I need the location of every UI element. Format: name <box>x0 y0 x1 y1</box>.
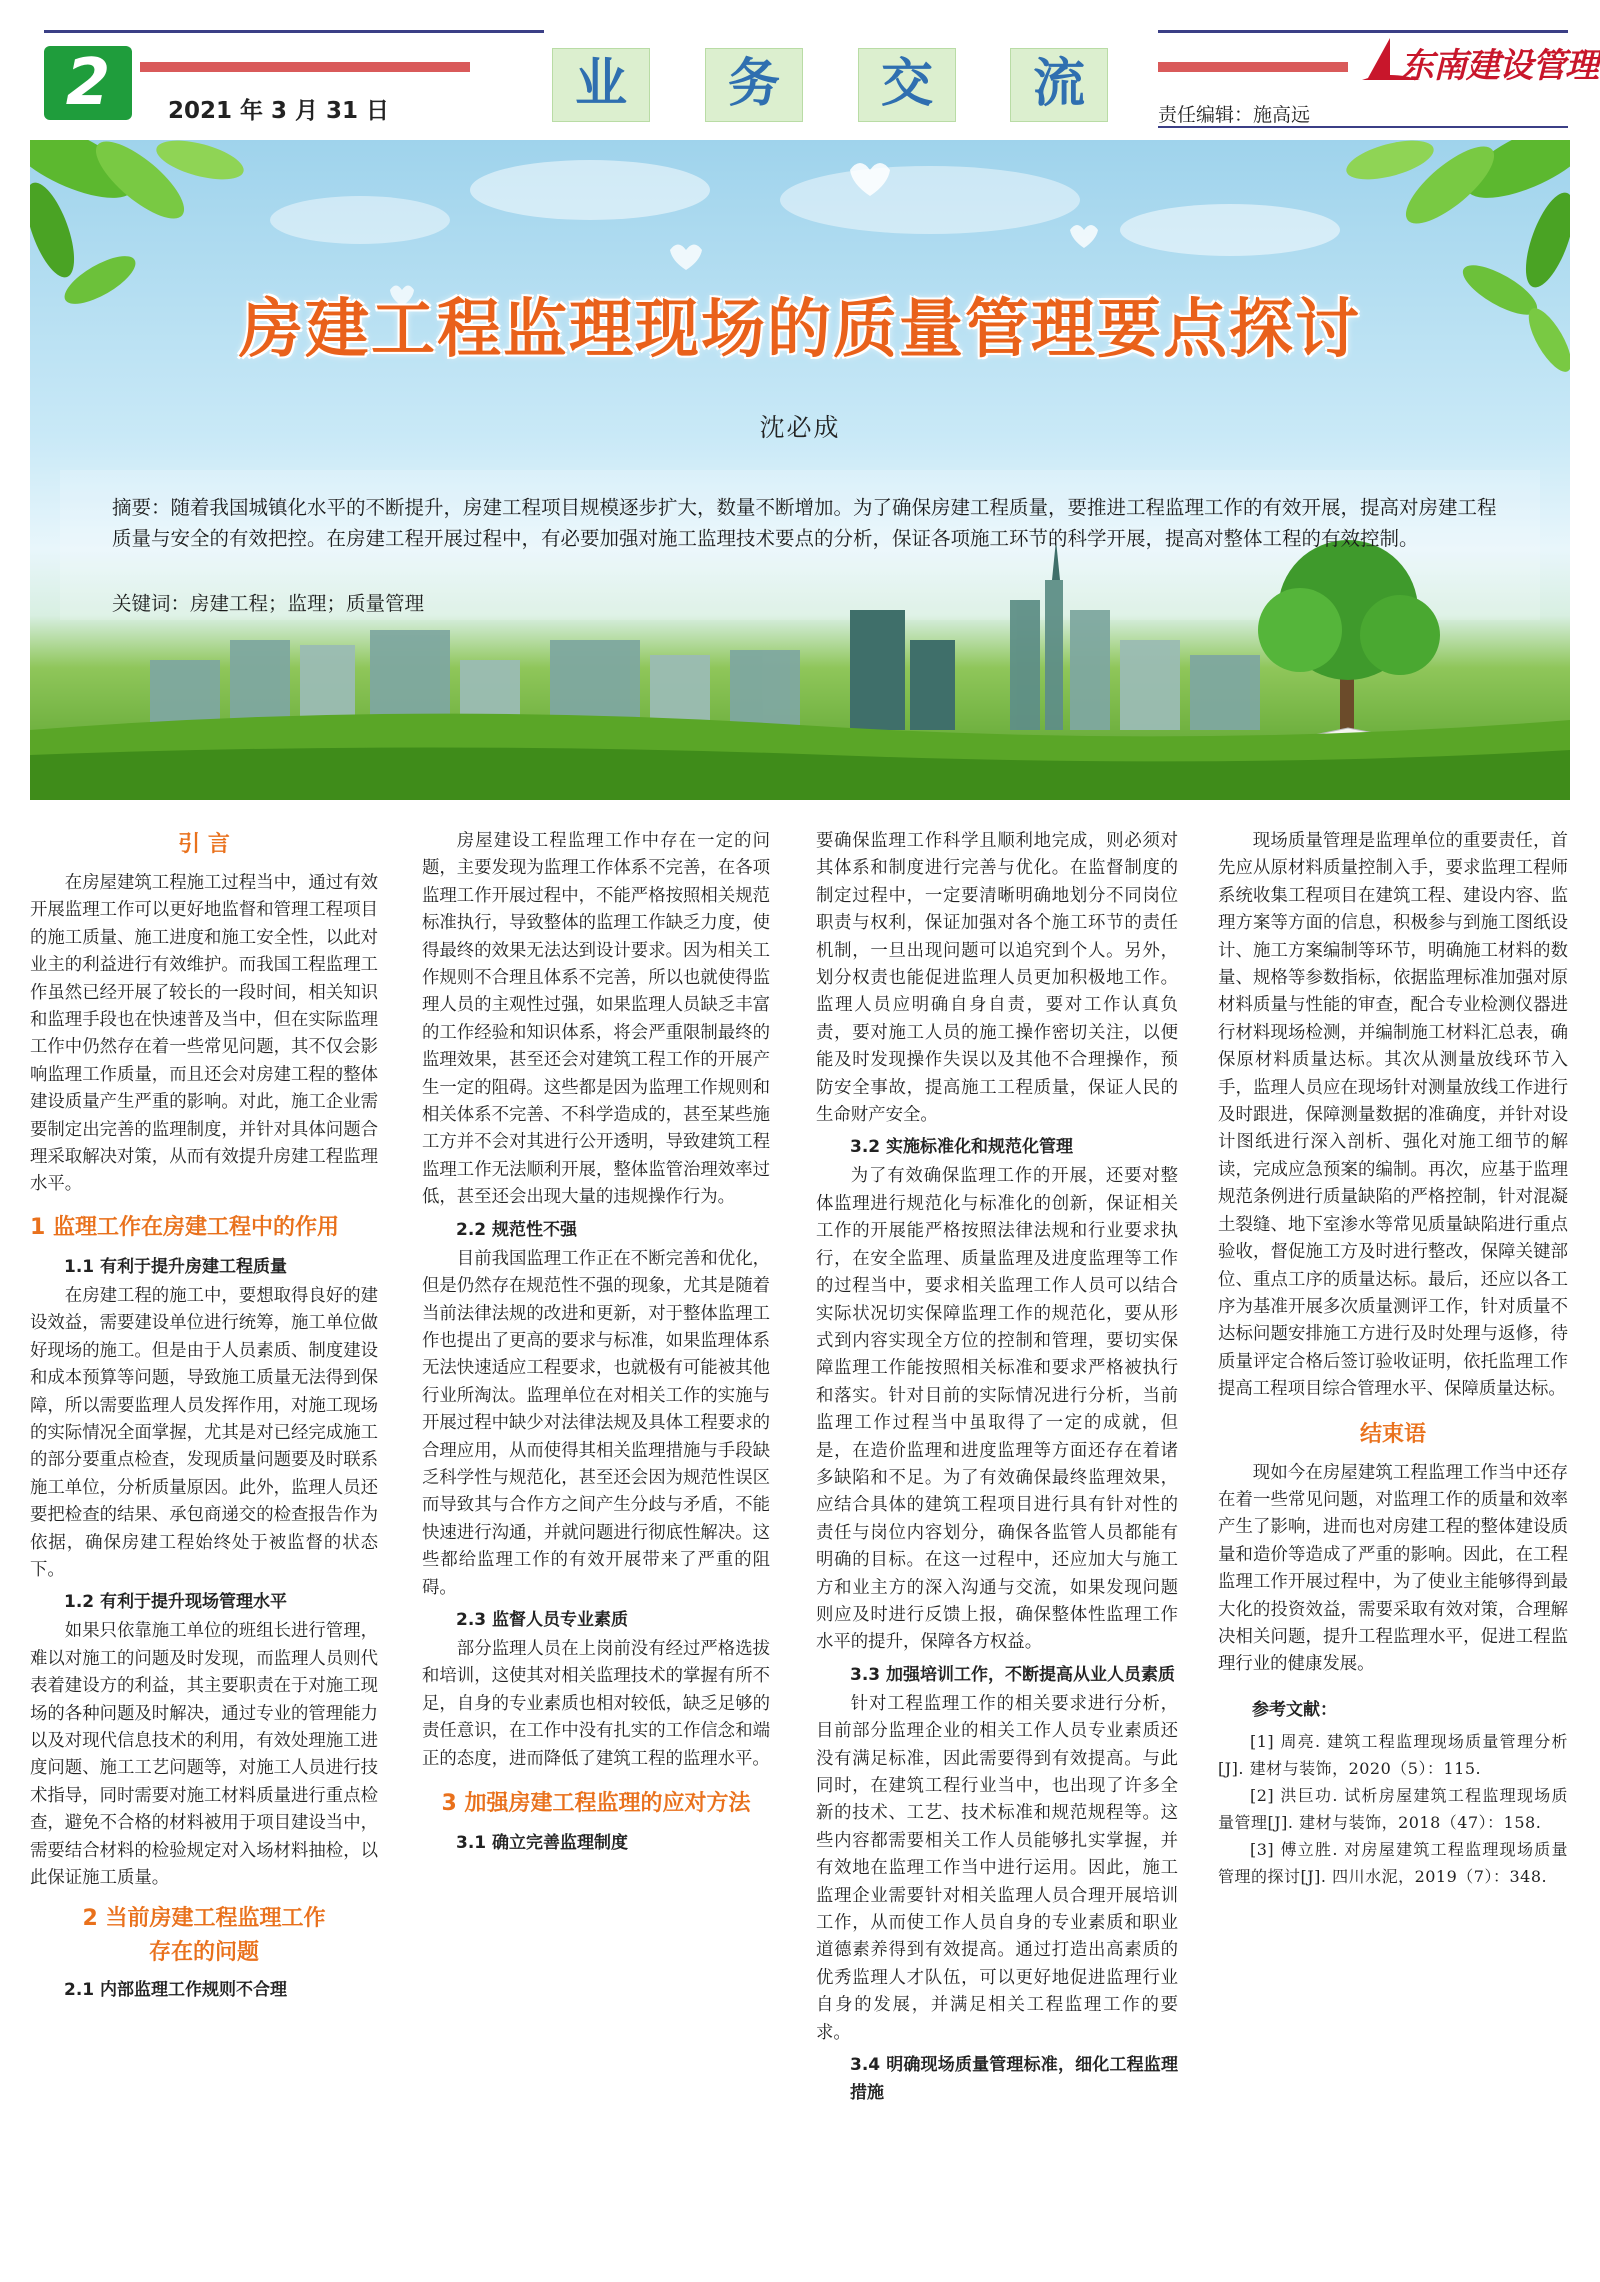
section-1-2-heading: 1.2 有利于提升现场管理水平 <box>64 1592 288 1613</box>
newspaper-logo-text: 东南建设管理 <box>1400 46 1598 86</box>
section-2-3-paragraph: 部分监理人员在上岗前没有经过严格选拔和培训，这使其对相关监理技术的掌握有所不足，自身的专业素质也相对较低，缺乏足够的责任意识，在工作中没有扎实的工作信念和端正的态度，进而降低了建筑工程的监理水平。 <box>422 1638 770 1769</box>
section-1-2-paragraph: 如果只依靠施工单位的班组长进行管理，难以对施工的问题及时发现，而监理人员则代表着建设方的利益，其主要职责在于对施工现场的各种问题及时解决，通过专业的管理能力以及对现代信息技术的利用，有效处理施工进度问题、施工工艺问题等，对施工人员进行技术指导，同时需要对施工材料质量进行重点检查，避免不合格的材料被用于项目建设当中，需要结合材料的检验规定对入场材料抽检，以此保证施工质量。 <box>30 1621 378 1888</box>
page-number-badge: 2 <box>44 46 132 120</box>
intro-paragraph: 在房屋建筑工程施工过程当中，通过有效开展监理工作可以更好地监督和管理工程项目的施工质量、施工进度和施工安全性，以此对业主的利益进行有效维护。而我国工程监理工作虽然已经开展了较长的一段时间，相关知识和监理手段也在快速普及当中，但在实际监理工作中仍然存在着一些常见问题，其不仅会影响监理工作质量，而且还会对房建工程的整体建设质量产生严重的影响。对此，施工企业需要制定出完善的监理制度，并针对具体问题合理采取解决对策，从而有效提升房建工程监理水平。 <box>30 873 378 1195</box>
section-title-char-1: 业 <box>552 48 650 122</box>
section-3-1-heading: 3.1 确立完善监理制度 <box>456 1833 629 1853</box>
section-3-2-paragraph: 为了有效确保监理工作的开展，还要对整体监理进行规范化与标准化的创新，保证相关工作的开展能严格按照法律法规和行业要求执行，在安全监理、质量监理及进度监理等工作的过程当中，要求相关监理工作人员可以结合实际状况切实保障监理工作的规范化，要从形式到内容实现全方位的控制和管理，要切实保障监理工作能按照相关标准和要求严格被执行和落实。针对目前的实际情况进行分析，当前监理工作过程当中虽取得了一定的成就，但是，在造价监理和进度监理等方面还存在着诸多缺陷和不足。为了有效确保最终监理效果，应结合具体的建筑工程项目进行具有针对性的责任与岗位内容划分，确保各监管人员都能有明确的目标。在这一过程中，还应加大与施工方和业主方的深入沟通与交流，如果发现问题则应及时进行反馈上报，确保整体性监理工作水平的提升，保障各方权益。 <box>816 1166 1178 1653</box>
article-title: 房建工程监理现场的质量管理要点探讨 <box>239 293 1361 367</box>
section-title-char-3: 交 <box>858 48 956 122</box>
conclusion-heading: 结束语 <box>1359 1421 1426 1447</box>
conclusion-paragraph: 现如今在房屋建筑工程监理工作当中还存在着一些常见问题，对监理工作的质量和效率产生了影响，进而也对房建工程的整体建设质量和造价等造成了严重的影响。因此，在工程监理工作开展过程中，为了使业主能够得到最大化的投资效益，需要采取有效对策，合理解决相关问题，提升工程监理水平，促进工程监理行业的健康发展。 <box>1218 1462 1568 1675</box>
section-2-2-heading: 2.2 规范性不强 <box>456 1219 578 1240</box>
section-title-char-4: 流 <box>1010 48 1108 122</box>
reference-item: [3] 傅立胜. 对房屋建筑工程监理现场质量管理的探讨[J]. 四川水泥，2019（7）：348. <box>1218 1840 1568 1887</box>
section-3-4-heading: 3.4 明确现场质量管理标准，细化工程监理措施 <box>850 2055 1178 2104</box>
header-red-bar-right <box>1158 62 1348 72</box>
reference-item: [2] 洪巨功. 试析房屋建筑工程监理现场质量管理[J]. 建材与装饰，2018（47）：158. <box>1218 1786 1568 1833</box>
article-abstract: 摘要：随着我国城镇化水平的不断提升，房建工程项目规模逐步扩大，数量不断增加。为了确保房建工程质量，要推进工程监理工作的有效开展，提高对房建工程质量与安全的有效把控。在房建工程开展过程中，有必要加强对施工监理技术要点的分析，保证各项施工环节的科学开展，提高对整体工程的有效控制。 <box>112 496 1497 550</box>
section-2-heading-line-2: 存在的问题 <box>148 1940 259 1966</box>
section-2-1-heading: 2.1 内部监理工作规则不合理 <box>64 1980 288 2001</box>
section-title-char-2: 务 <box>705 48 803 122</box>
section-3-2-heading: 3.2 实施标准化和规范化管理 <box>850 1137 1074 1158</box>
publication-date: 2021 年 3 月 31 日 <box>168 98 390 124</box>
section-2-3-heading: 2.3 监督人员专业素质 <box>456 1609 629 1630</box>
header-rule-right <box>1158 30 1568 33</box>
body-column-3 <box>816 828 1178 2109</box>
body-column-2 <box>422 828 770 1859</box>
section-2-1-paragraph: 房屋建设工程监理工作中存在一定的问题，主要发现为监理工作体系不完善，在各项监理工作开展过程中，不能严格按照相关规范标准执行，导致整体的监理工作缺乏力度，使得最终的效果无法达到设计要求。因为相关工作规则不合理且体系不完善，所以也就使得监理人员的主观性过强，如果监理人员缺乏丰富的工作经验和知识体系，将会严重限制最终的监理效果，甚至还会对建筑工程工作的开展产生一定的阻碍。这些都是因为监理工作规则和相关体系不完善、不科学造成的，甚至某些施工方并不会对其进行公开透明，导致建筑工程监理工作无法顺利开展，整体监管治理效率过低，甚至还会出现大量的违规操作行为。 <box>422 831 770 1208</box>
section-3-3-heading: 3.3 加强培训工作，不断提高从业人员素质 <box>850 1664 1176 1685</box>
responsible-editor: 责任编辑：施高远 <box>1158 104 1311 126</box>
section-2-heading-line-1: 2 当前房建工程监理工作 <box>82 1906 326 1932</box>
page-header <box>0 0 1600 135</box>
header-rule-left <box>44 30 544 33</box>
banner-illustration <box>30 140 1570 800</box>
body-column-1 <box>30 828 378 2006</box>
article-banner <box>30 140 1570 800</box>
section-3-1-paragraph: 要确保监理工作科学且顺利地完成，则必须对其体系和制度进行完善与优化。在监督制度的制定过程中，一定要清晰明确地划分不同岗位职责与权利，保证加强对各个施工环节的责任机制，一旦出现问题可以追究到个人。另外，划分权责也能促进监理人员更加积极地工作。监理人员应明确自身自责，要对工作认真负责，要对施工人员的施工操作密切关注，以便能及时发现操作失误以及其他不合理操作，预防安全事故，提高施工工程质量，保证人民的生命财产安全。 <box>816 831 1178 1126</box>
section-3-3-paragraph: 针对工程监理工作的相关要求进行分析，目前部分监理企业的相关工作人员专业素质还没有满足标准，因此需要得到有效提高。与此同时，在建筑工程行业当中，也出现了许多全新的技术、工艺、技术标准和规范规程等。这些内容都需要相关工作人员能够扎实掌握，并有效地在监理工作当中进行运用。因此，施工监理企业需要针对相关监理人员合理开展培训工作，从而使工作人员自身的专业素质和职业道德素养得到有效提高。通过打造出高素质的优秀监理人才队伍，可以更好地促进监理行业自身的发展，并满足相关工程监理工作的要求。 <box>816 1693 1178 2043</box>
section-3-heading: 3 加强房建工程监理的应对方法 <box>441 1791 751 1816</box>
article-keywords: 关键词：房建工程；监理；质量管理 <box>112 592 425 615</box>
article-author: 沈必成 <box>759 413 841 442</box>
intro-heading: 引 言 <box>178 832 230 857</box>
references-heading: 参考文献： <box>1252 1699 1337 1720</box>
section-1-1-paragraph: 在房建工程的施工中，要想取得良好的建设效益，需要建设单位进行统筹，施工单位做好现场的施工。但是由于人员素质、制度建设和成本预算等问题，导致施工质量无法得到保障，所以需要监理人员发挥作用，对施工现场的实际情况全面掌握，尤其是对已经完成施工的部分要重点检查，发现质量问题要及时联系施工单位，分析质量原因。此外，监理人员还要把检查的结果、承包商递交的检查报告作为依据，确保房建工程始终处于被监督的状态下。 <box>30 1285 378 1580</box>
section-1-heading: 1 监理工作在房建工程中的作用 <box>30 1214 339 1240</box>
section-2-2-paragraph: 目前我国监理工作正在不断完善和优化，但是仍然存在规范性不强的现象，尤其是随着当前法律法规的改进和更新，对于整体监理工作也提出了更高的要求与标准，如果监理体系无法快速适应工程要求，也就极有可能被其他行业所淘汰。监理单位在对相关工作的实施与开展过程中缺少对法律法规及具体工程要求的合理应用，从而使得其相关监理措施与手段缺乏科学性与规范化，甚至还会因为规范性误区而导致其与合作方之间产生分歧与矛盾，不能快速进行沟通，并就问题进行彻底性解决。这些都给监理工作的有效开展带来了严重的阻碍。 <box>422 1248 770 1598</box>
section-1-1-heading: 1.1 有利于提升房建工程质量 <box>64 1256 288 1277</box>
reference-item: [1] 周亮. 建筑工程监理现场质量管理分析[J]. 建材与装饰，2020（5）：115. <box>1218 1732 1568 1779</box>
body-column-4 <box>1218 828 1568 1890</box>
section-3-4-paragraph: 现场质量管理是监理单位的重要责任，首先应从原材料质量控制入手，要求监理工程师系统收集工程项目在建筑工程、建设内容、监理方案等方面的信息，积极参与到施工图纸设计、施工方案编制等环节，明确施工材料的数量、规格等参数指标，依据监理标准加强对原材料质量与性能的审查，配合专业检测仪器进行材料现场检测，并编制施工材料汇总表，确保原材料质量达标。其次从测量放线环节入手，监理人员应在现场针对测量放线工作进行及时跟进，保障测量数据的准确度，并针对设计图纸进行深入剖析、强化对施工细节的解读，完成应急预案的编制。再次，应基于监理规范条例进行质量缺陷的严格控制，针对混凝土裂缝、地下室渗水等常见质量缺陷进行重点验收，督促施工方及时进行整改，保障关键部位、重点工序的质量达标。最后，还应以各工序为基准开展多次质量测评工作，针对质量不达标问题安排施工方进行及时处理与返修，待质量评定合格后签订验收证明，依托监理工作提高工程项目综合管理水平、保障质量达标。 <box>1218 831 1568 1400</box>
header-red-bar-left <box>140 62 470 72</box>
